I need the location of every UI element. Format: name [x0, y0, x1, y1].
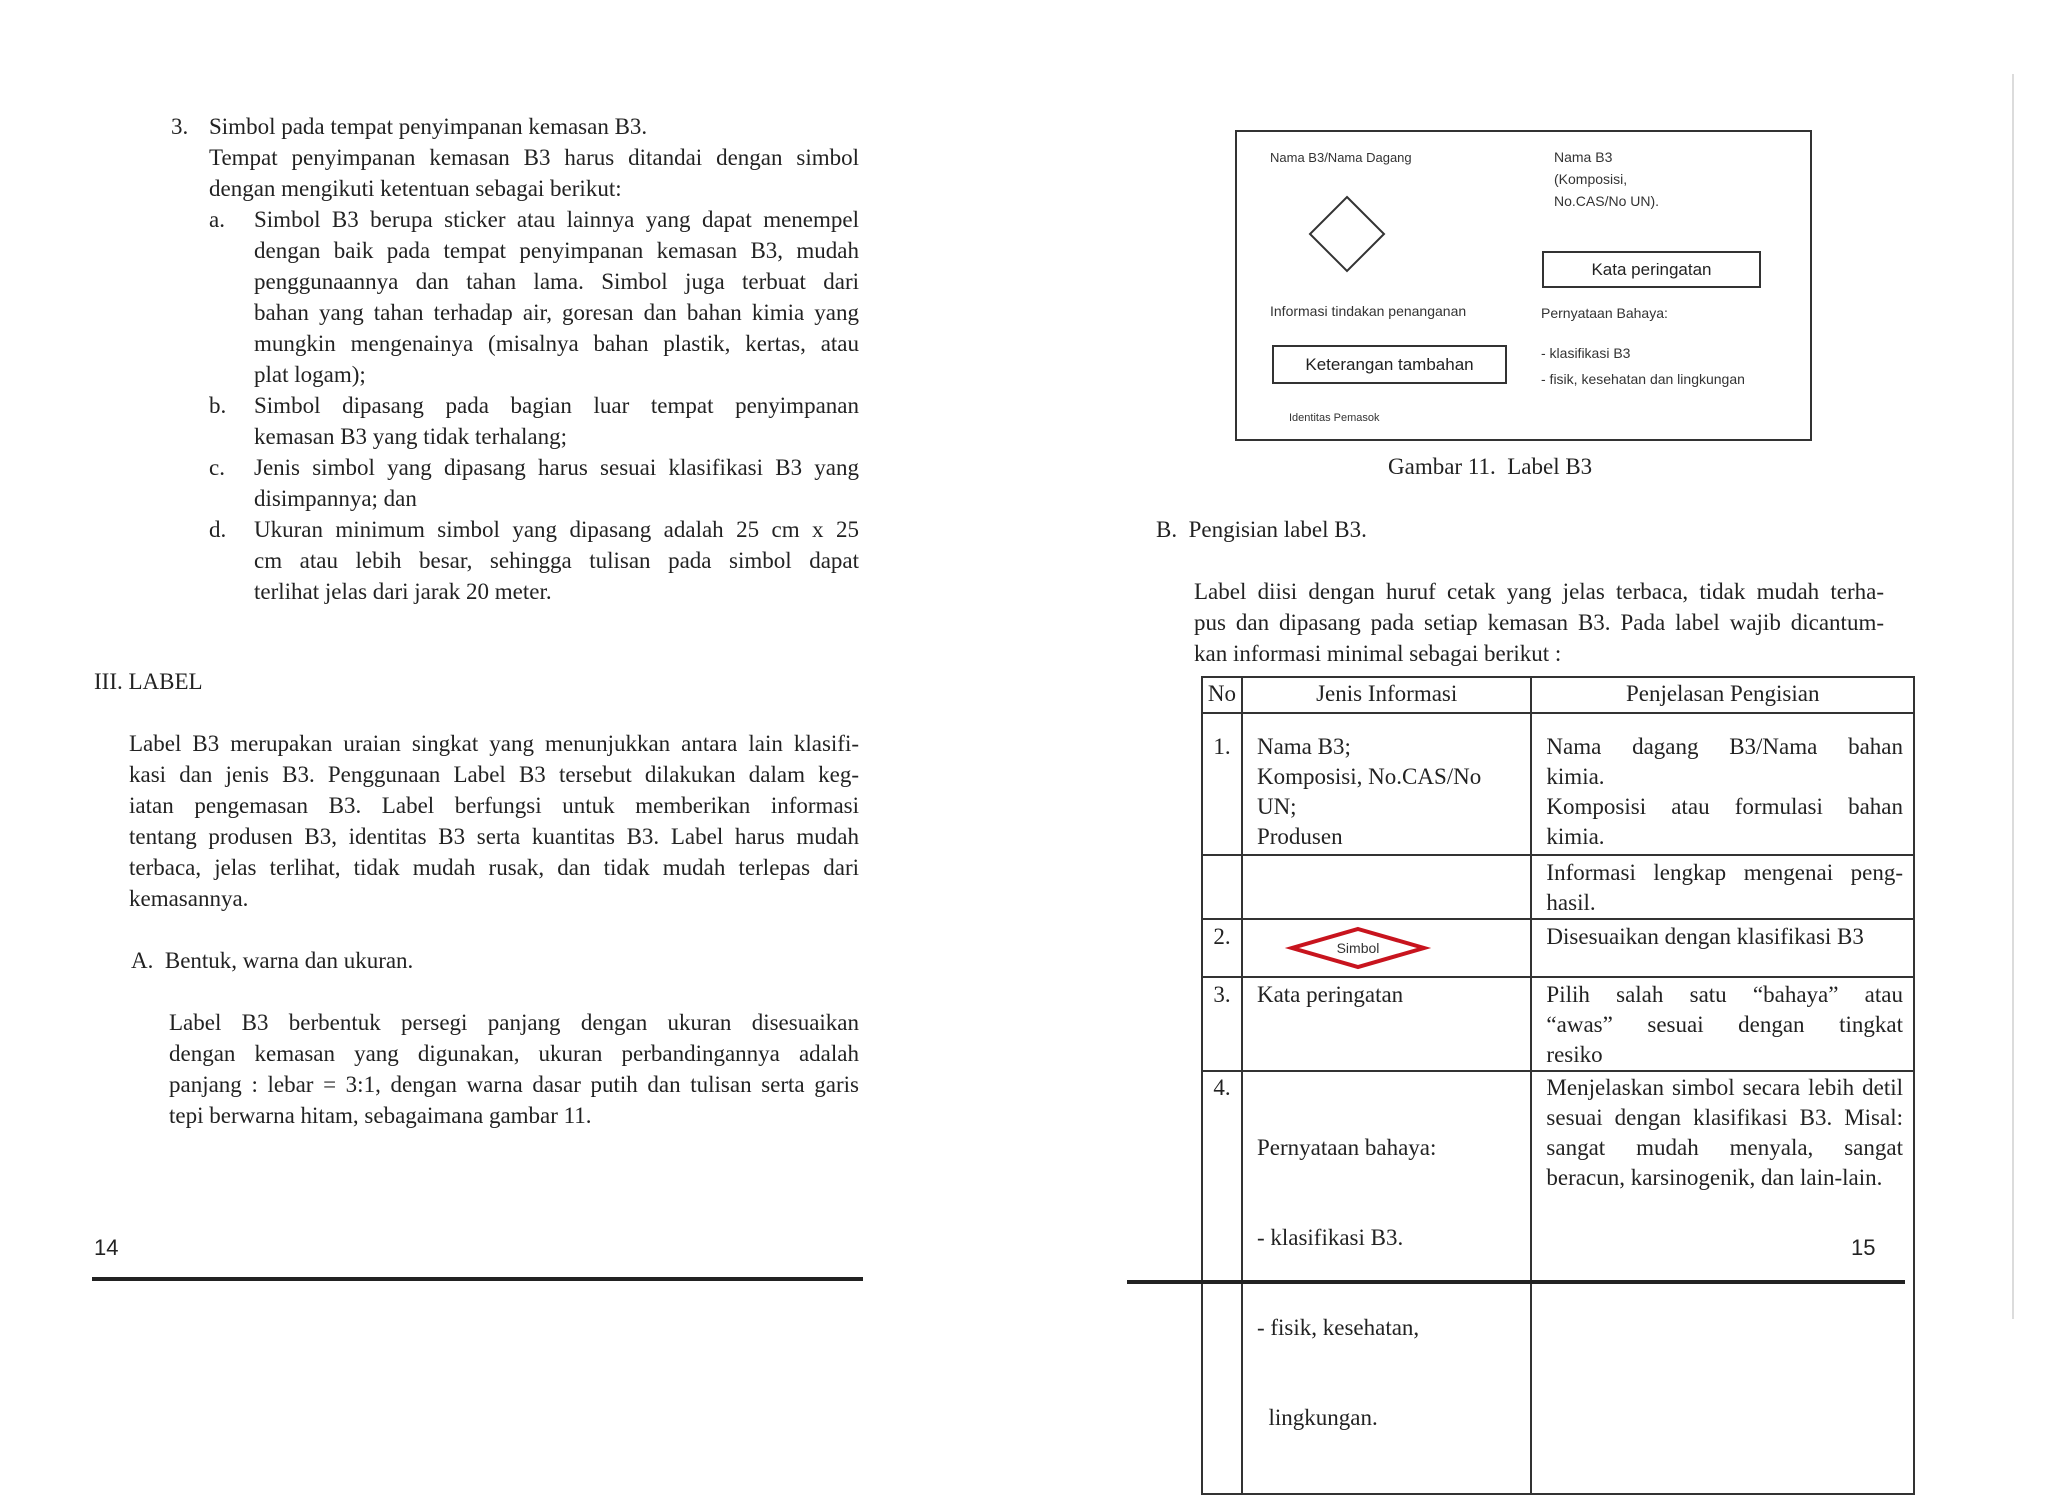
figure-text: Nama B3/Nama Dagang — [1270, 150, 1412, 165]
figure-text — [1554, 146, 1659, 212]
diamond-icon — [1307, 194, 1387, 274]
text-line: Simbol dipasang pada bagian luar tempat penyimpanan — [254, 393, 859, 418]
subitem-b — [254, 390, 859, 452]
figure-text-line: No.CAS/No UN). — [1554, 193, 1660, 209]
table-cell: 2. — [1202, 919, 1242, 977]
text-line: plat logam); — [254, 362, 366, 387]
figure-text: - fisik, kesehatan dan lingkungan — [1541, 371, 1745, 387]
label-figure — [1235, 130, 1812, 441]
text-line: tepi berwarna hitam, sebagaimana gambar 11. — [169, 1103, 592, 1128]
text-line: tentang produsen B3, identitas B3 serta kuantitas B3. Label harus mudah — [129, 824, 859, 849]
table-row — [1202, 919, 1914, 977]
table-cell: 1. — [1202, 713, 1242, 855]
cell-line: Produsen — [1256, 824, 1343, 849]
kata-peringatan-box: Kata peringatan — [1542, 251, 1761, 288]
table-cell: 4. — [1202, 1071, 1242, 1494]
text-line: kemasannya. — [129, 886, 249, 911]
text-line: Simbol B3 berupa sticker atau lainnya yang dapat menempel — [254, 207, 859, 232]
table-header: Penjelasan Pengisian — [1531, 677, 1914, 713]
page-number: 15 — [1851, 1235, 1876, 1260]
cell-line: kimia. — [1546, 764, 1605, 789]
table-row — [1202, 977, 1914, 1071]
figure-text: Informasi tindakan penanganan — [1270, 303, 1467, 319]
table-header: No — [1202, 677, 1242, 713]
table-cell — [1242, 919, 1531, 977]
figure-text: - klasifikasi B3 — [1541, 345, 1631, 361]
cell-line: Nama B3; — [1256, 734, 1351, 759]
table-cell: Disesuaikan dengan klasifikasi B3 — [1531, 919, 1914, 977]
subitem-letter: a. — [209, 207, 225, 232]
cell-line: beracun, karsinogenik, dan lain-lain. — [1546, 1165, 1883, 1190]
symbol-label: Simbol — [1336, 940, 1380, 956]
table-header: Jenis Informasi — [1242, 677, 1531, 713]
text-line: disimpannya; dan — [254, 486, 417, 511]
cell-line: - klasifikasi B3. — [1256, 1225, 1404, 1250]
text-line: bahan yang tahan terhadap air, goresan dan bahan kimia yang — [254, 300, 859, 325]
cell-line: Komposisi atau formulasi bahan — [1546, 794, 1903, 819]
table-cell: 3. — [1202, 977, 1242, 1071]
subitem-letter: b. — [209, 393, 227, 418]
figure-text: Pernyataan Bahaya: — [1541, 305, 1668, 321]
cell-line: kimia. — [1546, 824, 1605, 849]
subitem-d — [254, 514, 859, 607]
text-line: Ukuran minimum simbol yang dipasang adalah 25 cm x 25 — [254, 517, 859, 542]
footer-rule — [92, 1277, 863, 1281]
subitem-letter: d. — [209, 517, 227, 542]
text-line: penggunaannya dan tahan lama. Simbol juga terbuat dari — [254, 269, 859, 294]
table-cell — [1202, 855, 1242, 919]
label-paragraph — [129, 728, 859, 914]
subitem-c — [254, 452, 859, 514]
subsection-heading: B. Pengisian label B3. — [1156, 517, 1367, 542]
cell-line: hasil. — [1546, 890, 1596, 915]
text-line: kemasan B3 yang tidak terhalang; — [254, 424, 567, 449]
text-line: dengan baik pada tempat penyimpanan kemasan B3, mudah — [254, 238, 859, 263]
text-line: cm atau lebih besar, sehingga tulisan pada simbol dapat — [254, 548, 859, 573]
bentuk-paragraph — [169, 1007, 859, 1131]
text-line: pus dan dipasang pada setiap kemasan B3. Pada label wajib dicantum- — [1194, 610, 1884, 635]
page-edge-divider — [2012, 74, 2014, 1319]
subitem-a — [254, 204, 859, 390]
figure-caption: Gambar 11. Label B3 — [1388, 454, 1593, 479]
cell-line: lingkungan. — [1256, 1405, 1378, 1430]
cell-line: “awas” sesuai dengan tingkat — [1546, 1012, 1903, 1037]
cell-line: Pernyataan bahaya: — [1256, 1135, 1437, 1160]
text-line: Label diisi dengan huruf cetak yang jelas terbaca, tidak mudah terha- — [1194, 579, 1884, 604]
item-number: 3. — [171, 114, 189, 139]
table-cell — [1531, 977, 1914, 1071]
table-cell — [1531, 713, 1914, 855]
text-line: panjang : lebar = 3:1, dengan warna dasar putih dan tulisan serta garis — [169, 1072, 859, 1097]
cell-line: Menjelaskan simbol secara lebih detil — [1546, 1075, 1903, 1100]
page-number: 14 — [94, 1235, 119, 1260]
subsection-heading: A. Bentuk, warna dan ukuran. — [131, 948, 414, 973]
text-line: terbaca, jelas terlihat, tidak mudah rusak, dan tidak mudah terlepas dari — [129, 855, 859, 880]
cell-line: sangat mudah menyala, sangat — [1546, 1135, 1903, 1160]
table-row — [1202, 855, 1914, 919]
info-table — [1201, 676, 1915, 1495]
keterangan-box: Keterangan tambahan — [1272, 345, 1507, 384]
text-line: Label B3 berbentuk persegi panjang dengan ukuran disesuaikan — [169, 1010, 859, 1035]
table-cell — [1531, 855, 1914, 919]
text-line: terlihat jelas dari jarak 20 meter. — [254, 579, 552, 604]
cell-line: UN; — [1256, 794, 1297, 819]
section-heading: III. LABEL — [94, 669, 203, 694]
pengisian-paragraph — [1194, 576, 1884, 669]
table-header-row — [1202, 677, 1914, 713]
intro-line: Tempat penyimpanan kemasan B3 harus ditandai dengan simbol — [209, 145, 859, 170]
text-line: iatan pengemasan B3. Label berfungsi untuk memberikan informasi — [129, 793, 859, 818]
hazard-symbol-icon — [1283, 922, 1433, 970]
text-line: Label B3 merupakan uraian singkat yang menunjukkan antara lain klasifi- — [129, 731, 859, 756]
cell-line: Pilih salah satu “bahaya” atau — [1546, 982, 1903, 1007]
cell-line: Komposisi, No.CAS/No — [1256, 764, 1482, 789]
figure-text-line: Nama B3 — [1554, 149, 1613, 165]
cell-line: - fisik, kesehatan, — [1256, 1315, 1420, 1340]
cell-line: sesuai dengan klasifikasi B3. Misal: — [1546, 1105, 1903, 1130]
cell-line: Informasi lengkap mengenai peng- — [1546, 860, 1903, 885]
table-cell: Kata peringatan — [1242, 977, 1531, 1071]
cell-line: Nama dagang B3/Nama bahan — [1546, 734, 1903, 759]
text-line: Jenis simbol yang dipasang harus sesuai klasifikasi B3 yang — [254, 455, 859, 480]
footer-rule — [1127, 1280, 1905, 1284]
figure-text: Identitas Pemasok — [1289, 412, 1380, 424]
text-line: mungkin mengenainya (misalnya bahan plastik, kertas, atau — [254, 331, 859, 356]
text-line: dengan kemasan yang digunakan, ukuran perbandingannya adalah — [169, 1041, 859, 1066]
text-line: kan informasi minimal sebagai berikut : — [1194, 641, 1562, 666]
intro-line: dengan mengikuti ketentuan sebagai berikut: — [209, 176, 622, 201]
cell-line: resiko — [1546, 1042, 1603, 1067]
item-title: Simbol pada tempat penyimpanan kemasan B3. — [209, 114, 648, 139]
subitem-letter: c. — [209, 455, 225, 480]
table-cell — [1242, 713, 1531, 855]
text-line: kasi dan jenis B3. Penggunaan Label B3 tersebut dilakukan dalam keg- — [129, 762, 859, 787]
figure-text-line: (Komposisi, — [1554, 171, 1628, 187]
table-cell — [1242, 855, 1531, 919]
table-row — [1202, 713, 1914, 855]
